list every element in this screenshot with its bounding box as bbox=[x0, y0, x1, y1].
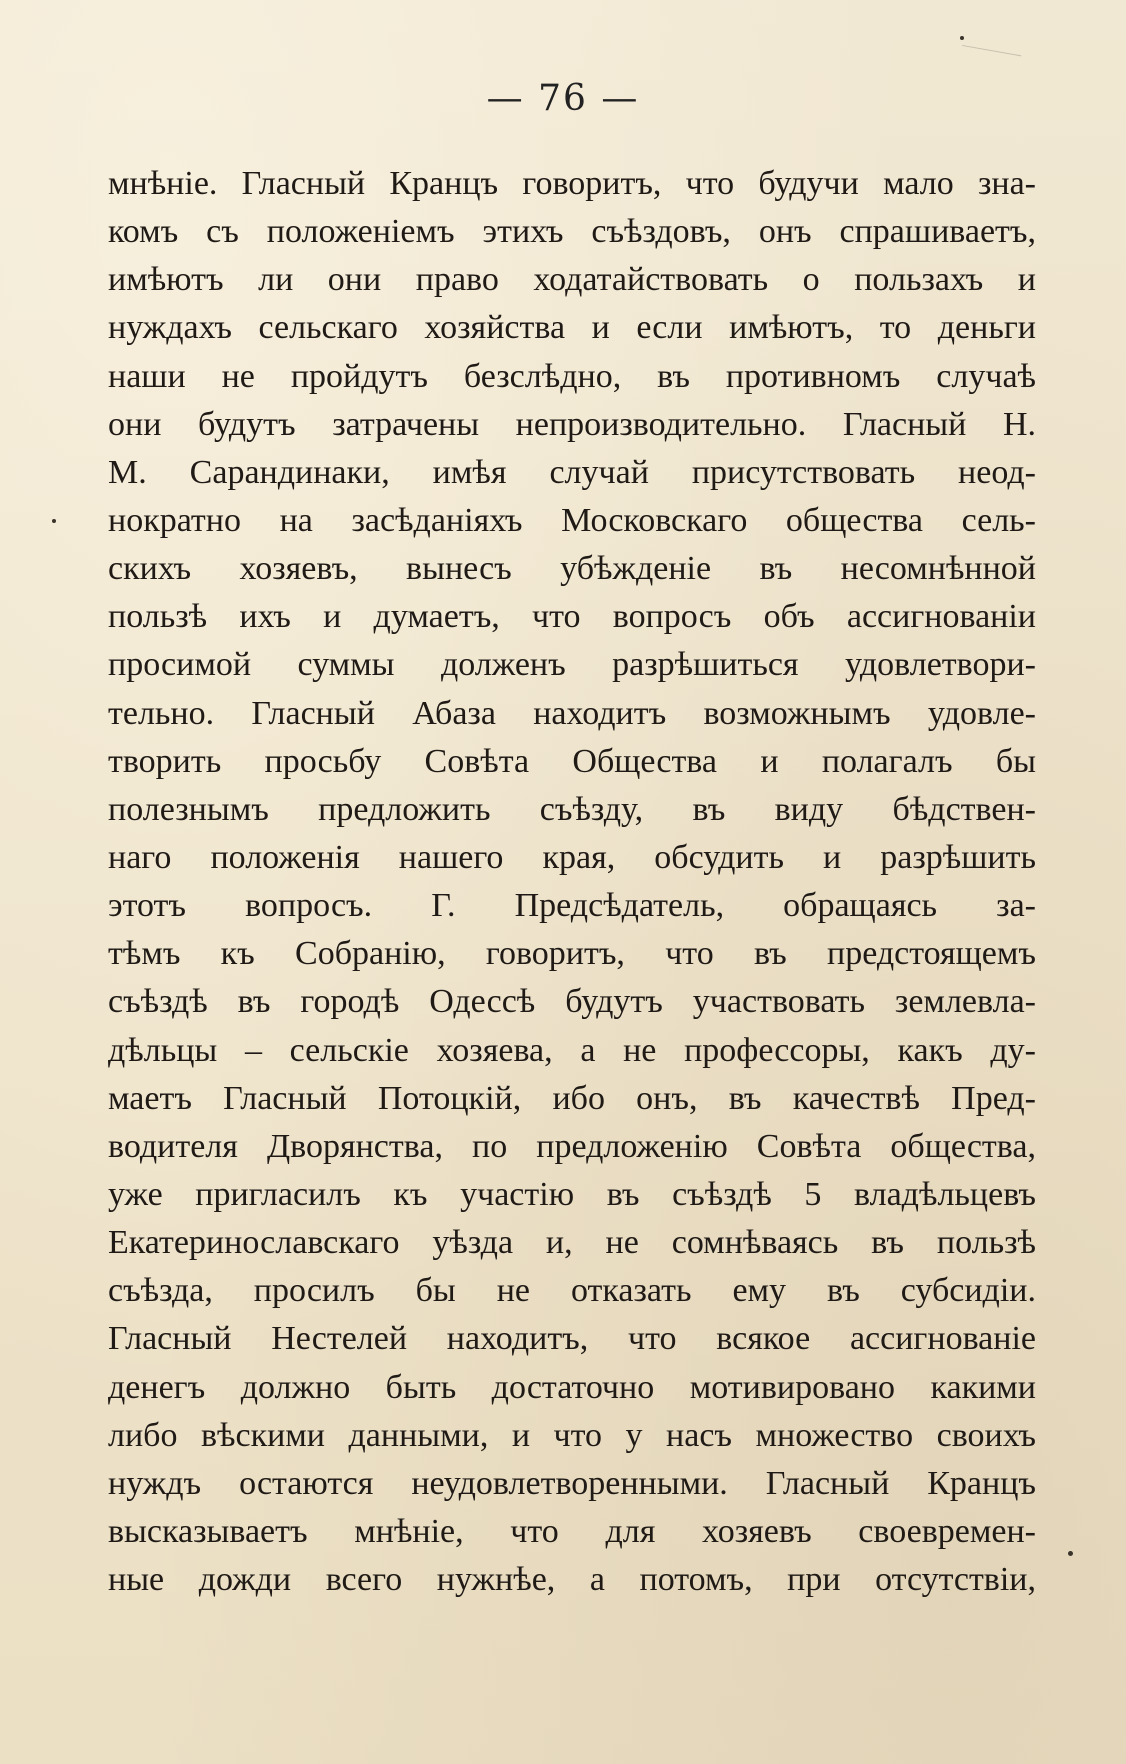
text-line: съѣзда, просилъ бы не отказать ему въ субсидіи. bbox=[108, 1272, 1036, 1310]
text-line: Екатеринославскаго уѣзда и, не сомнѣваясь въ пользѣ bbox=[108, 1224, 1036, 1262]
text-line: нуждъ остаются неудовлетворенными. Гласный Кранцъ bbox=[108, 1464, 1036, 1502]
ink-speck bbox=[52, 519, 56, 523]
text-line: либо вѣскими данными, и что у насъ множество своихъ bbox=[108, 1416, 1036, 1454]
text-line: тельно. Гласный Абаза находитъ возможнымъ удовле- bbox=[108, 694, 1036, 732]
text-line: тѣмъ къ Собранію, говоритъ, что въ предстоящемъ bbox=[108, 935, 1036, 973]
text-line: мнѣніе. Гласный Кранцъ говоритъ, что будучи мало зна- bbox=[108, 165, 1036, 202]
text-line: наго положенія нашего края, обсудить и разрѣшить bbox=[108, 838, 1036, 876]
ink-speck bbox=[1068, 1551, 1073, 1556]
text-line: нуждахъ сельскаго хозяйства и если имѣютъ, то деньги bbox=[108, 309, 1036, 347]
text-line: они будутъ затрачены непроизводительно. Гласный Н. bbox=[108, 405, 1036, 443]
text-line: имѣютъ ли они право ходатайствовать о пользахъ и bbox=[108, 261, 1036, 299]
margin-mark bbox=[959, 45, 1022, 76]
text-line: съѣздѣ въ городѣ Одессѣ будутъ участвовать землевла- bbox=[108, 983, 1036, 1021]
ink-speck bbox=[960, 36, 964, 40]
page-number: — 76 — bbox=[486, 78, 640, 119]
text-line: высказываетъ мнѣніе, что для хозяевъ своевремен- bbox=[108, 1512, 1036, 1550]
text-line: скихъ хозяевъ, вынесъ убѣжденіе въ несомнѣнной bbox=[108, 550, 1036, 588]
text-line: маетъ Гласный Потоцкій, ибо онъ, въ качествѣ Пред- bbox=[108, 1079, 1036, 1117]
text-line: дѣльцы – сельскіе хозяева, а не профессоры, какъ ду- bbox=[108, 1031, 1036, 1069]
text-line: нократно на засѣданіяхъ Московскаго общества сель- bbox=[108, 501, 1036, 539]
body-text bbox=[108, 160, 1036, 1604]
text-line: полезнымъ предложить съѣзду, въ виду бѣдствен- bbox=[108, 790, 1036, 828]
text-line: наши не пройдутъ безслѣдно, въ противномъ случаѣ bbox=[108, 357, 1036, 395]
text-line: Гласный Нестелей находитъ, что всякое ассигнованіе bbox=[108, 1320, 1036, 1358]
text-line: творить просьбу Совѣта Общества и полагалъ бы bbox=[108, 742, 1036, 780]
text-line: водителя Дворянства, по предложенію Совѣта общества, bbox=[108, 1127, 1036, 1165]
text-line: М. Сарандинаки, имѣя случай присутствовать неод- bbox=[108, 453, 1036, 491]
text-line: этотъ вопросъ. Г. Предсѣдатель, обращаясь за- bbox=[108, 887, 1036, 925]
text-line: просимой суммы долженъ разрѣшиться удовлетвори- bbox=[108, 646, 1036, 684]
text-line: уже пригласилъ къ участію въ съѣздѣ 5 владѣльцевъ bbox=[108, 1175, 1036, 1213]
text-line: пользѣ ихъ и думаетъ, что вопросъ объ ассигнованіи bbox=[108, 598, 1036, 636]
text-line: ные дожди всего нужнѣе, а потомъ, при отсутствіи, bbox=[108, 1561, 1036, 1599]
text-line: денегъ должно быть достаточно мотивировано какими bbox=[108, 1368, 1036, 1406]
text-line: комъ съ положеніемъ этихъ съѣздовъ, онъ спрашиваетъ, bbox=[108, 213, 1036, 251]
